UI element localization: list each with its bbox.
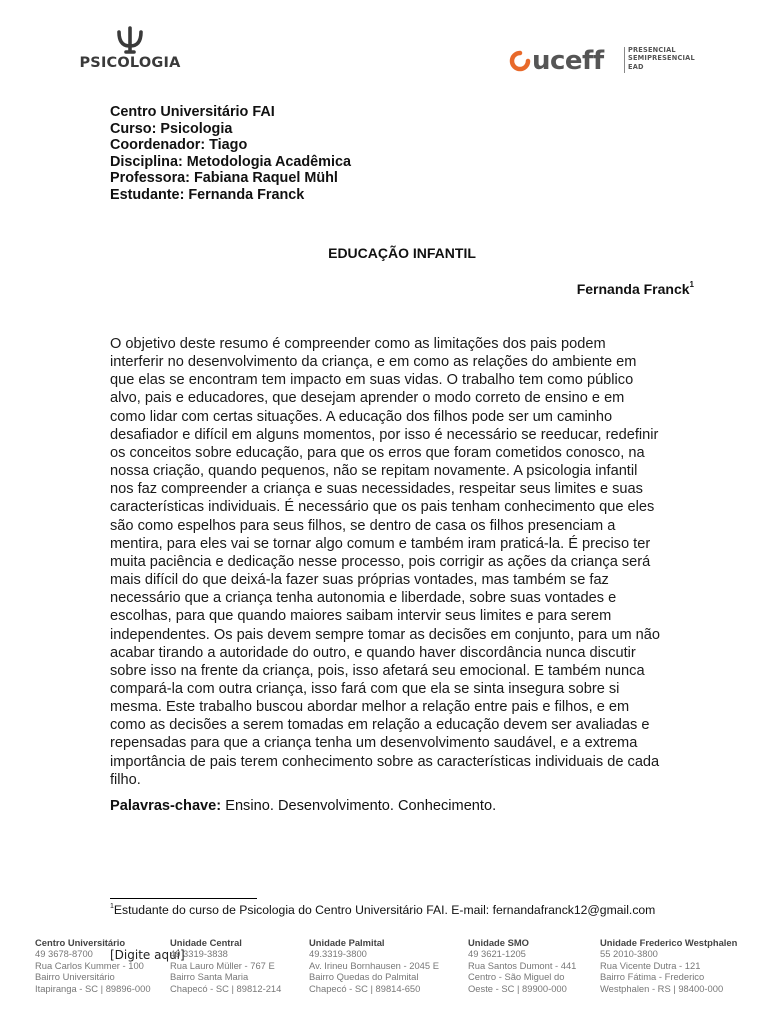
mode-presencial: PRESENCIAL [628,46,676,54]
abstract-line: filho. [110,771,141,788]
abstract-line: nos faz compreender a criança e suas necessidades, respeitar seus limites e suas [110,481,643,498]
uceff-logo [508,44,703,78]
abstract-body [110,335,700,789]
abstract-line: escolhas, para que quando maiores saibam intervir seus limites e para serem [110,608,612,625]
footer-addresses [35,937,755,994]
footer-unit-centro [35,937,170,994]
header-discipline: Disciplina: Metodologia Acadêmica [110,153,351,170]
document-title: EDUCAÇÃO INFANTIL [328,245,476,261]
footer-unit-name: Unidade Frederico Westphalen [600,937,738,948]
abstract-line: como lidar com certas situações. A educação dos filhos pode ser um caminho [110,408,613,425]
abstract-line: interferir no desenvolvimento da criança, e em como as relações do ambiente em [110,354,637,371]
footer-unit-name: Unidade Central [170,937,242,948]
uceff-modes [628,46,695,71]
footer-unit-smo [468,937,600,994]
psi-symbol-icon [115,26,145,54]
abstract-line: que elas se encontram tem impacto em suas vidas. O trabalho tem como público [110,372,634,389]
author-footnote-mark: 1 [689,280,694,289]
keywords-line [110,798,496,814]
footer-unit-palmital [309,937,468,994]
footer-unit-line: Chapecó - SC | 89812-214 [170,982,282,994]
abstract-line: nossa criação, quando pequenos, não se repitam novamente. A psicologia infantil [110,463,638,480]
abstract-line: mais difícil do que deixá-la fazer suas próprias vontades, mas também se faz [110,572,609,589]
footnote-mark: 1 [110,903,114,910]
footer-unit-line: 55 2010-3800 [600,948,658,960]
footer-unit-line: Bairro Santa Maria [170,971,249,983]
footer-unit-line: 49 3678-8700 [35,948,93,960]
footer-unit-line: Bairro Universitário [35,971,115,983]
footer-unit-name: Centro Universitário [35,937,126,948]
footer-unit-central [170,937,309,994]
keywords-label: Palavras-chave: [110,798,222,814]
footer-unit-line: Itapiranga - SC | 89896-000 [35,982,151,994]
footer-unit-line: Centro - São Miguel do [468,971,565,983]
header-coordinator: Coordenador: Tiago [110,137,248,154]
document-header [110,104,351,204]
footnote-separator [110,898,257,899]
footer-unit-line: Oeste - SC | 89900-000 [468,982,567,994]
footer-unit-line: Bairro Quedas do Palmital [309,971,419,983]
footnote-text: Estudante do curso de Psicologia do Centro Universitário FAI. E-mail: fernandafranck12@gmail.com [113,903,656,917]
footer-unit-line: Chapecó - SC | 89814-650 [309,982,421,994]
footer-unit-line: Rua Lauro Müller - 767 E [170,959,275,971]
abstract-line: como as decisões a serem tomadas em relação a educação devem ser avaliadas e [110,717,650,734]
abstract-line: são como espelhos para seus filhos, se dentro de casa os filhos presenciam a [110,517,616,534]
footer-unit-line: Rua Santos Dumont - 441 [468,959,577,971]
abstract-line: mesma. Este trabalho buscou abordar melhor a relação entre pais e filhos, e em [110,699,630,716]
header-course: Curso: Psicologia [110,120,233,137]
keywords-text: Ensino. Desenvolvimento. Conhecimento. [221,798,497,814]
abstract-line: importância de pais terem conhecimento sobre as características individuais de cada [110,753,660,770]
abstract-line: O objetivo deste resumo é compreender como as limitações dos pais podem [110,336,606,352]
footer-unit-line: Westphalen - RS | 98400-000 [600,982,724,994]
header-institution: Centro Universitário FAI [110,104,275,120]
abstract-line: os conceitos sobre educação, para que os erros que foram cometidos conosco, na [110,444,645,461]
abstract-line: acabar tirando a autoridade do outro, e quando haver discordância nunca discutir [110,644,636,661]
footer-unit-name: Unidade SMO [468,937,529,948]
footer-unit-line: Rua Carlos Kummer - 100 [35,959,144,971]
author-line [577,281,694,297]
footer-unit-line: Rua Vicente Dutra - 121 [600,959,701,971]
footer-unit-line: 49 3621-1205 [468,948,526,960]
footer-unit-line: 49.3319-3800 [309,948,367,960]
uceff-logo-text: uceff [532,46,604,76]
abstract-line: compará-la com outra criança, isso fará com que ela se sinta insegura sobre si [110,680,620,697]
abstract-line: muita paciência e dedicação nesse processo, pois corrigir as ações da criança será [110,553,651,570]
abstract-line: características individuais. É necessário que os pais tenham conhecimento que eles [110,499,655,516]
psicologia-logo-text: PSICOLOGIA [79,55,181,71]
mode-ead: EAD [628,62,644,71]
footer-unit-name: Unidade Palmital [309,937,385,948]
footer-unit-line: Bairro Fátima - Frederico [600,971,705,983]
abstract-line: mentira, para eles vai se tornar algo comum e também iram praticá-la. É preciso ter [110,535,651,552]
header-professor: Professora: Fabiana Raquel Mühl [110,170,338,187]
abstract-line: independentes. Os pais devem sempre tomar as decisões em conjunto, para um não [110,626,661,643]
footer-unit-westphalen [600,937,755,994]
abstract-line: sobre isso na frente da criança, pois, isso afetará seu emocional. E também nunca [110,662,645,679]
uceff-swirl-icon [508,49,532,73]
abstract-line: necessário que a criança tenha autonomia e liberdade, sobre suas vontades e [110,590,617,607]
author-name: Fernanda Franck [576,281,690,297]
logo-divider [624,47,625,73]
footnote [110,903,655,917]
placeholder-text[interactable]: [Digite aqui] [110,948,185,962]
footer-unit-line: Av. Irineu Bornhausen - 2045 E [309,959,439,971]
header-student: Estudante: Fernanda Franck [110,186,305,203]
psicologia-logo [78,26,182,71]
footer-unit-line: 49 3319-3838 [170,948,228,960]
abstract-line: repensadas para que a criança tenha um desenvolvimento saudável, e a extrema [110,735,638,752]
abstract-line: alvo, pais e educadores, que desejam aprender o modo correto de ensino e em [110,390,625,407]
abstract-line: desafiador e difícil em alguns momentos, por isso é necessário se reeducar, redefinir [110,426,659,443]
mode-semipresencial: SEMIPRESENCIAL [628,54,695,63]
